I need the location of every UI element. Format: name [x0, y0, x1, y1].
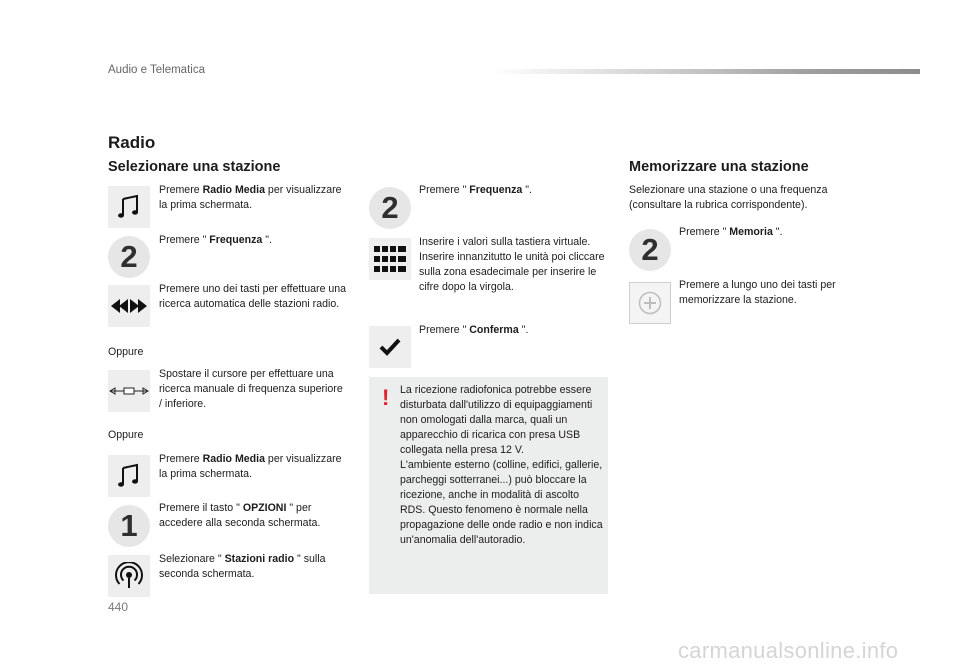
or-label: Oppure [108, 346, 144, 358]
music-note-icon [108, 186, 150, 228]
right-intro: Selezionare una stazione o una frequenza (consultare la rubrica corrispondente). [629, 184, 828, 211]
notice-paragraph: La ricezione radiofonica potrebbe essere disturbata dall'utilizzo di equipaggiamenti non omologati dalla marca, quali un apparecchio di ricarica con presa USB collegata nella presa 12 V. [400, 384, 593, 456]
left-step-stazioni-radio: Selezionare " Stazioni radio " sulla seconda schermata. [159, 553, 326, 580]
radio-antenna-icon [108, 555, 150, 597]
left-step-frequenza: Premere " Frequenza ". [159, 234, 272, 246]
right-step-memoria: Premere " Memoria ". [679, 226, 783, 238]
seek-arrows-icon [108, 285, 150, 327]
header-title: Audio e Telematica [108, 64, 205, 76]
slider-cursor-icon [108, 370, 150, 412]
notice-text [400, 383, 603, 548]
checkmark-icon [369, 326, 411, 368]
step-number-badge: 1 [108, 505, 150, 547]
middle-step-keypad: Inserire i valori sulla tastiera virtuale. Inserire innanzitutto le unità poi cliccare sulla zona esadecimale per inserire le cifre dopo la virgola. [419, 236, 605, 293]
warning-exclamation-icon: ! [382, 385, 390, 410]
left-step-auto-search: Premere uno dei tasti per effettuare una ricerca automatica delle stazioni radio. [159, 283, 347, 310]
section-title: Radio [108, 133, 156, 152]
step-number-badge: 2 [629, 229, 671, 271]
notice-paragraph: L'ambiente esterno (colline, edifici, gallerie, parcheggi sotterranei...) può bloccare la ricezione, anche in modalità di ascolto RDS. Questo fenomeno è normale nella propagazione delle onde radio e non indica un'anomalia dell'autoradio. [400, 459, 603, 546]
left-step-manual-search: Spostare il cursore per effettuare una ricerca manuale di frequenza superiore / inferiore. [159, 368, 343, 410]
header-rule [490, 69, 920, 74]
keypad-icon [369, 238, 411, 280]
right-step-long-press: Premere a lungo uno dei tasti per memorizzare la stazione. [679, 279, 836, 306]
add-preset-icon [629, 282, 671, 324]
step-number-badge: 2 [108, 236, 150, 278]
step-number-badge: 2 [369, 187, 411, 229]
left-step-radio-media: Premere Radio Media per visualizzare la prima schermata. [159, 184, 342, 211]
left-step-radio-media-2: Premere Radio Media per visualizzare la prima schermata. [159, 453, 342, 480]
music-note-icon [108, 455, 150, 497]
right-heading: Memorizzare una stazione [629, 159, 809, 175]
left-heading: Selezionare una stazione [108, 159, 281, 175]
watermark: carmanualsonline.info [678, 638, 899, 663]
left-step-opzioni: Premere il tasto " OPZIONI " per accedere alla seconda schermata. [159, 502, 321, 529]
middle-step-frequenza: Premere " Frequenza ". [419, 184, 532, 196]
page-number: 440 [108, 600, 129, 614]
or-label: Oppure [108, 429, 144, 441]
middle-step-conferma: Premere " Conferma ". [419, 324, 529, 336]
